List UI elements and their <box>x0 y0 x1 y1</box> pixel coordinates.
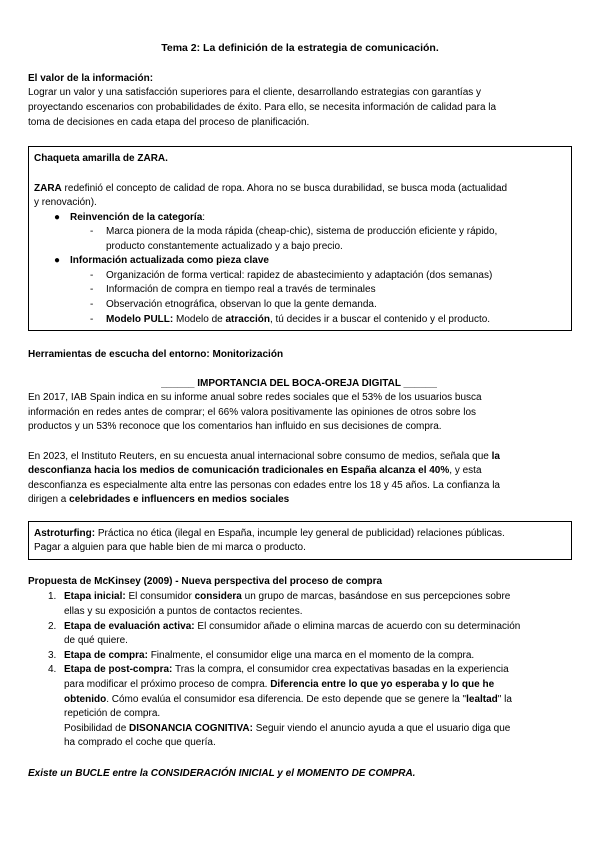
etapa-evaluacion-line-2: de qué quiere. <box>64 635 128 646</box>
modelo-pull-atraccion: atracción <box>225 314 270 325</box>
modelo-pull-label: Modelo PULL: <box>106 314 174 325</box>
etapa-compra-line <box>64 649 474 664</box>
etapa-inicial-line-1 <box>64 590 510 605</box>
boca-p1-line-3: productos y un 53% reconoce que los comentarios han influido en sus decisiones de compra. <box>28 421 442 432</box>
boca-p2-line-1 <box>28 450 500 465</box>
etapa-evaluacion-line-1 <box>64 620 520 635</box>
disonancia-line-1 <box>64 722 510 737</box>
dash-1: - <box>90 226 94 237</box>
etapa-post-compra-line-1 <box>64 663 509 678</box>
mckinsey-heading: Propuesta de McKinsey (2009) - Nueva perspectiva del proceso de compra <box>28 576 383 587</box>
boca-p2-bold-2: desconfianza hacia los medios de comunicación tradicionales en España alcanza el 40% <box>28 465 450 476</box>
post-compra-lealtad: lealtad <box>466 694 498 705</box>
herramientas-heading: Herramientas de escucha del entorno: Monitorización <box>28 349 284 360</box>
astroturfing-text-1: Práctica no ética (ilegal en España, incumple ley general de publicidad) relaciones públicas. <box>95 528 505 539</box>
post-compra-text-2: para modificar el próximo proceso de compra. <box>64 679 271 690</box>
bullet-2-marker: ● <box>54 255 61 266</box>
valor-line-3: toma de decisiones en cada etapa del proceso de planificación. <box>28 117 310 128</box>
boca-p2-bold-4: celebridades e influencers en medios sociales <box>69 494 290 505</box>
informacion-sub-2: Información de compra en tiempo real a través de terminales <box>106 284 376 295</box>
etapa-compra-text: Finalmente, el consumidor elige una marca en el momento de la compra. <box>147 650 475 661</box>
bullet-reinvencion <box>70 211 205 226</box>
boca-p2-line-4 <box>28 493 289 508</box>
etapa-post-compra-text: Tras la compra, el consumidor crea expectativas basadas en la experiencia <box>172 664 509 675</box>
etapa-post-compra-line-4: repetición de compra. <box>64 708 161 719</box>
informacion-sub-3: Observación etnográfica, observan lo que la gente demanda. <box>106 299 377 310</box>
etapa-inicial-line-2: ellas y su exposición a puntos de contactos recientes. <box>64 606 303 617</box>
etapa-evaluacion-label: Etapa de evaluación activa: <box>64 621 195 632</box>
modelo-pull <box>106 313 490 328</box>
disonancia-text-2: Seguir viendo el anuncio ayuda a que el usuario diga que <box>252 723 511 734</box>
zara-intro-line-1 <box>34 182 507 197</box>
etapa-compra-label: Etapa de compra: <box>64 650 148 661</box>
page-title: Tema 2: La definición de la estrategia de comunicación. <box>161 42 439 54</box>
etapa-inicial-text-1: El consumidor <box>125 591 195 602</box>
boca-p2-bold-1: la <box>491 451 500 462</box>
boca-p2-text-1: En 2023, el Instituto Reuters, en su encuesta anual internacional sobre consumo de medios, señala que <box>28 451 492 462</box>
bullet-informacion: Información actualizada como pieza clave <box>70 255 269 266</box>
etapa-inicial-text-2: un grupo de marcas, basándose en sus percepciones sobre <box>241 591 511 602</box>
informacion-sub-1: Organización de forma vertical: rapidez de abastecimiento y adaptación (dos semanas) <box>106 270 493 281</box>
etapa-inicial-label: Etapa inicial: <box>64 591 126 602</box>
etapa-post-compra-label: Etapa de post-compra: <box>64 664 173 675</box>
boca-p2-text-2: , y esta <box>449 465 482 476</box>
valor-line-2: proyectando escenarios con probabilidades de éxito. Para ello, se necesita información de calidad para la <box>28 102 497 113</box>
dash-2: - <box>90 270 94 281</box>
zara-heading: Chaqueta amarilla de ZARA. <box>34 153 168 164</box>
etapa-4-number: 4. <box>48 664 57 675</box>
bullet-1-marker: ● <box>54 212 61 223</box>
astroturfing-label: Astroturfing: <box>34 528 96 539</box>
etapa-inicial-considera: considera <box>194 591 242 602</box>
reinvencion-sub-line-2: producto constantemente actualizado y a bajo precio. <box>106 241 343 252</box>
post-compra-bold-2: Diferencia entre lo que yo esperaba y lo que he <box>270 679 495 690</box>
post-compra-text-3: . Cómo evalúa el consumidor esa diferencia. De esto depende que se genere la " <box>106 694 467 705</box>
astroturfing-line-2: Pagar a alguien para que hable bien de mi marca o producto. <box>34 542 306 553</box>
bucle-conclusion: Existe un BUCLE entre la CONSIDERACIÓN INICIAL y el MOMENTO DE COMPRA. <box>28 768 416 779</box>
bullet-reinvencion-colon: : <box>202 212 206 223</box>
dash-4: - <box>90 299 94 310</box>
etapa-evaluacion-text: El consumidor añade o elimina marcas de acuerdo con su determinación <box>194 621 521 632</box>
dash-3: - <box>90 284 94 295</box>
astroturfing-line-1 <box>34 527 505 542</box>
boca-oreja-heading: ______ IMPORTANCIA DEL BOCA-OREJA DIGITAL ______ <box>161 378 437 389</box>
zara-intro-line-2: y renovación). <box>34 197 97 208</box>
boca-p2-line-3: desconfianza es especialmente alta entre las personas con edades entre los 18 y 45 años. La confianza la <box>28 480 500 491</box>
post-compra-obtenido: obtenido <box>64 694 107 705</box>
zara-intro-text: redefinió el concepto de calidad de ropa. Ahora no se busca durabilidad, se busca moda (actualidad <box>61 183 508 194</box>
disonancia-line-2: ha comprado el coche que quería. <box>64 737 216 748</box>
zara-brand: ZARA <box>34 183 62 194</box>
modelo-pull-text-1: Modelo de <box>173 314 226 325</box>
bullet-reinvencion-label: Reinvención de la categoría <box>70 212 203 223</box>
post-compra-text-3b: " la <box>497 694 512 705</box>
dash-5: - <box>90 314 94 325</box>
disonancia-text-1: Posibilidad de <box>64 723 130 734</box>
etapa-3-number: 3. <box>48 650 57 661</box>
valor-heading: El valor de la información: <box>28 73 154 84</box>
boca-p2-text-4: dirigen a <box>28 494 70 505</box>
boca-p1-line-1: En 2017, IAB Spain indica en su informe anual sobre redes sociales que el 53% de los usuarios busca <box>28 392 482 403</box>
etapa-1-number: 1. <box>48 591 57 602</box>
etapa-post-compra-line-3 <box>64 693 512 708</box>
modelo-pull-text-2: , tú decides ir a buscar el contenido y el producto. <box>269 314 491 325</box>
valor-line-1: Lograr un valor y una satisfacción superiores para el cliente, desarrollando estrategias con garantías y <box>28 87 482 98</box>
etapa-2-number: 2. <box>48 621 57 632</box>
etapa-post-compra-line-2 <box>64 678 494 693</box>
reinvencion-sub-line-1: Marca pionera de la moda rápida (cheap-chic), sistema de producción eficiente y rápido, <box>106 226 498 237</box>
boca-p2-line-2 <box>28 464 482 479</box>
disonancia-label: DISONANCIA COGNITIVA: <box>129 723 253 734</box>
boca-p1-line-2: información en redes antes de comprar; el 66% valora positivamente las opiniones de otros sobre los <box>28 407 477 418</box>
